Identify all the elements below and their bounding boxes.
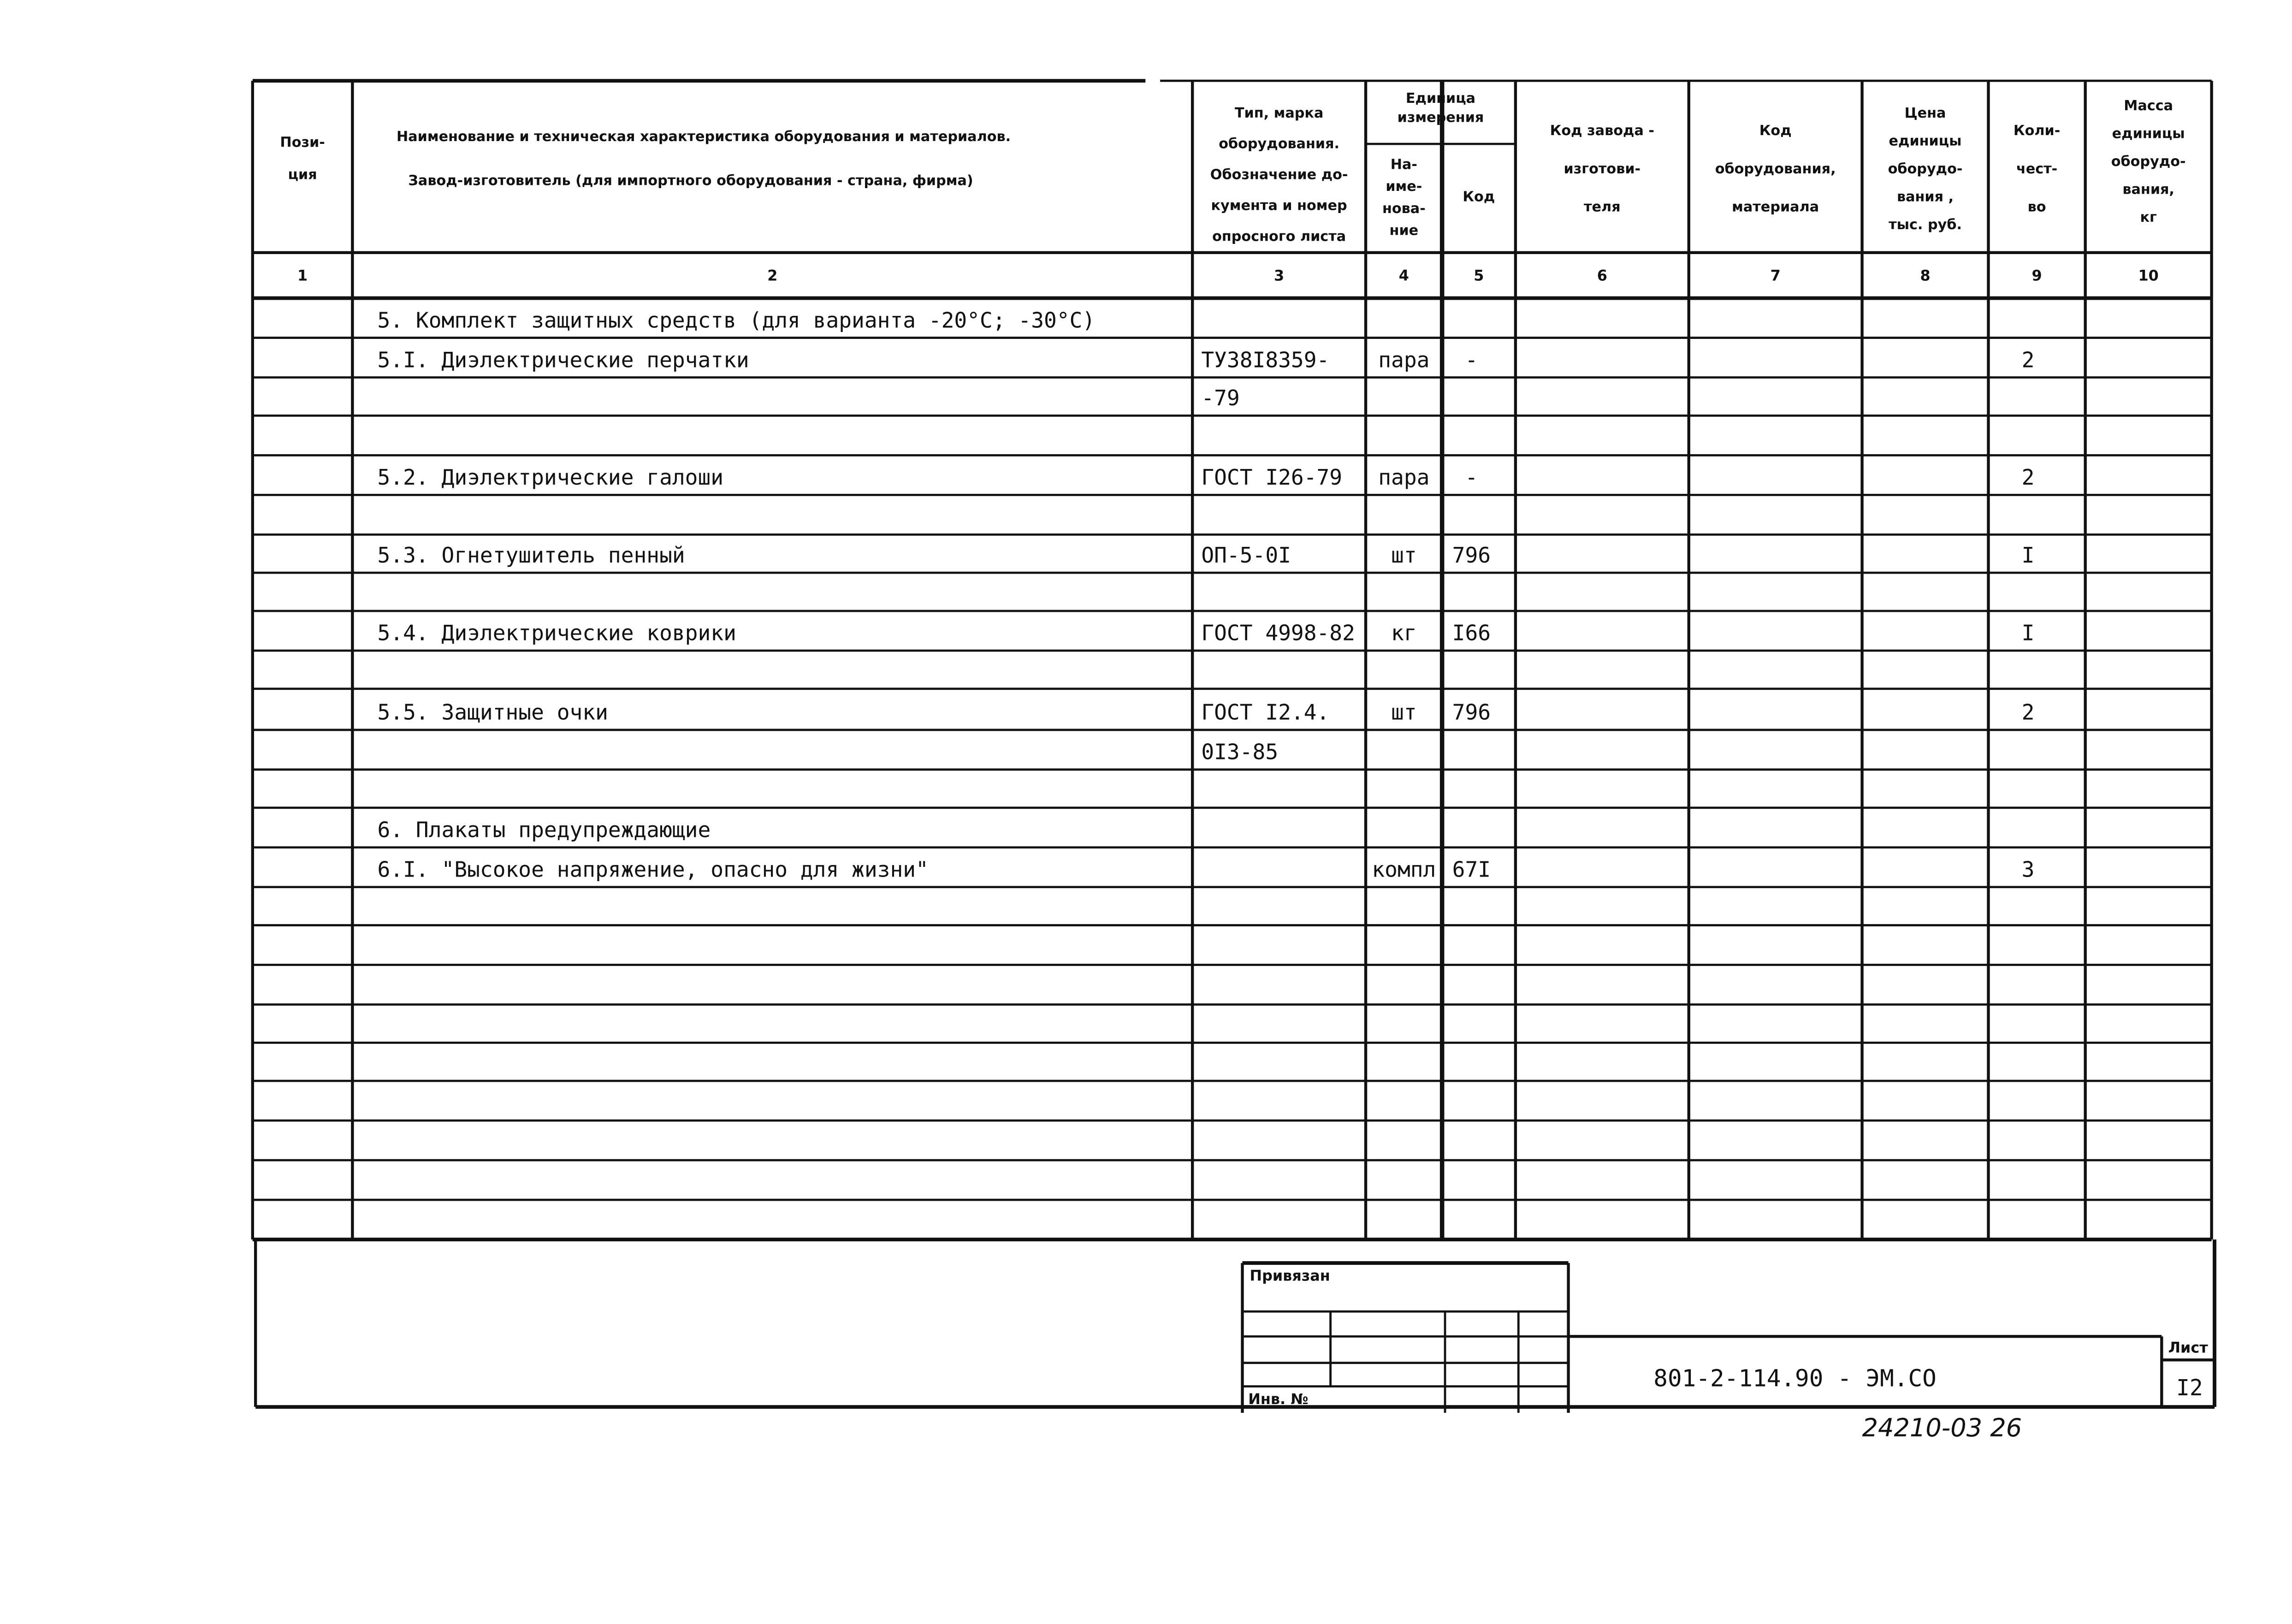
- header-plant-code: теля: [1584, 199, 1621, 215]
- column-number: 4: [1398, 267, 1409, 284]
- row-name: 6.I. "Высокое напряжение, опасно для жизни": [377, 857, 929, 882]
- header-mass: оборудо-: [2111, 153, 2186, 170]
- row-type: -79: [1201, 385, 1240, 411]
- row-unit-code: -: [1465, 465, 1478, 490]
- row-quantity: 3: [2021, 857, 2035, 882]
- row-type: ГОСТ I2.4.: [1201, 699, 1330, 725]
- row-quantity: I: [2021, 620, 2035, 646]
- header-name: Наименование и техническая характеристика оборудования и материалов.: [396, 128, 1011, 145]
- header-price: вания ,: [1896, 189, 1954, 205]
- header-type: оборудования.: [1219, 136, 1340, 152]
- row-type: ГОСТ I26-79: [1201, 465, 1343, 490]
- row-name: 5.5. Защитные очки: [377, 699, 608, 725]
- header-plant-code: изготови-: [1564, 160, 1641, 177]
- table-header: [280, 90, 2185, 284]
- header-position: ция: [288, 166, 317, 183]
- header-type: опросного листа: [1212, 228, 1346, 245]
- header-price: единицы: [1889, 133, 1962, 149]
- column-number: 2: [767, 267, 778, 284]
- row-unit-code: 796: [1452, 699, 1491, 725]
- header-unit-name: име-: [1386, 178, 1422, 195]
- bound-label: Привязан: [1250, 1267, 1330, 1285]
- sheet-label: Лист: [2168, 1339, 2208, 1357]
- header-mass: кг: [2140, 209, 2157, 225]
- row-name: 5.3. Огнетушитель пенный: [377, 542, 685, 568]
- row-type: ГОСТ 4998-82: [1201, 620, 1355, 646]
- row-unit: шт: [1391, 542, 1417, 568]
- header-unit-group: Единица: [1405, 90, 1476, 107]
- row-unit: пара: [1378, 347, 1430, 373]
- header-quantity: Коли-: [2013, 123, 2061, 139]
- row-quantity: 2: [2021, 347, 2035, 373]
- row-quantity: 2: [2021, 699, 2035, 725]
- row-unit: пара: [1378, 465, 1430, 490]
- column-number: 1: [297, 267, 308, 284]
- row-name: 5.4. Диэлектрические коврики: [377, 620, 736, 646]
- header-material-code: Код: [1759, 123, 1792, 139]
- row-name: 5.I. Диэлектрические перчатки: [377, 347, 749, 373]
- header-price: оборудо-: [1888, 160, 1963, 177]
- header-price: Цена: [1904, 105, 1946, 121]
- row-name: 6. Плакаты предупреждающие: [377, 817, 711, 842]
- header-quantity: во: [2027, 199, 2046, 215]
- header-material-code: материала: [1732, 199, 1819, 215]
- column-number: 3: [1274, 267, 1285, 284]
- header-name: Завод-изготовитель (для импортного оборудования - страна, фирма): [408, 172, 973, 189]
- document-designation: 801-2-114.90 - ЭМ.СО: [1653, 1365, 1937, 1393]
- header-mass: вания,: [2122, 181, 2174, 198]
- sheet-number: I2: [2176, 1375, 2203, 1401]
- header-mass: единицы: [2112, 125, 2185, 142]
- column-number: 10: [2138, 267, 2159, 284]
- header-quantity: чест-: [2016, 160, 2058, 177]
- header-position: Пози-: [280, 134, 325, 151]
- row-type: ТУ38I8359-: [1201, 347, 1330, 373]
- row-quantity: 2: [2021, 465, 2035, 490]
- row-unit-code: I66: [1452, 620, 1491, 646]
- row-unit: кг: [1391, 620, 1417, 646]
- row-name: 5. Комплект защитных средств (для варианта -20°С; -30°С): [377, 308, 1096, 333]
- row-unit: компл: [1372, 857, 1436, 882]
- header-unit-code: Код: [1463, 189, 1495, 205]
- header-plant-code: Код завода -: [1550, 123, 1654, 139]
- row-unit-code: -: [1465, 347, 1478, 373]
- row-unit-code: 796: [1452, 542, 1491, 568]
- header-mass: Масса: [2124, 97, 2174, 114]
- footer: [1862, 1413, 2022, 1442]
- archive-number: 24210-03 26: [1862, 1413, 2022, 1442]
- row-type: 0I3-85: [1201, 739, 1279, 765]
- header-unit-name: нова-: [1382, 200, 1426, 217]
- header-unit-name: На-: [1390, 156, 1418, 173]
- column-number: 7: [1770, 267, 1781, 284]
- row-unit-code: 67I: [1452, 857, 1491, 882]
- inventory-label: Инв. №: [1248, 1390, 1309, 1408]
- column-number: 6: [1597, 267, 1607, 284]
- row-name: 5.2. Диэлектрические галоши: [377, 465, 724, 490]
- header-unit-name: ние: [1389, 222, 1419, 239]
- row-unit: шт: [1391, 699, 1417, 725]
- table-body: [378, 308, 2035, 882]
- header-type: кумента и номер: [1211, 197, 1347, 214]
- column-number: 5: [1474, 267, 1484, 284]
- column-number: 9: [2031, 267, 2042, 284]
- header-type: Тип, марка: [1234, 105, 1324, 121]
- header-type: Обозначение до-: [1210, 166, 1348, 183]
- row-quantity: I: [2021, 542, 2035, 568]
- header-material-code: оборудования,: [1715, 160, 1836, 177]
- header-unit-group: измерения: [1397, 109, 1484, 126]
- table-grid: [253, 81, 2212, 1239]
- column-number: 8: [1920, 267, 1931, 284]
- row-type: ОП-5-0I: [1201, 542, 1291, 568]
- header-price: тыс. руб.: [1889, 216, 1962, 233]
